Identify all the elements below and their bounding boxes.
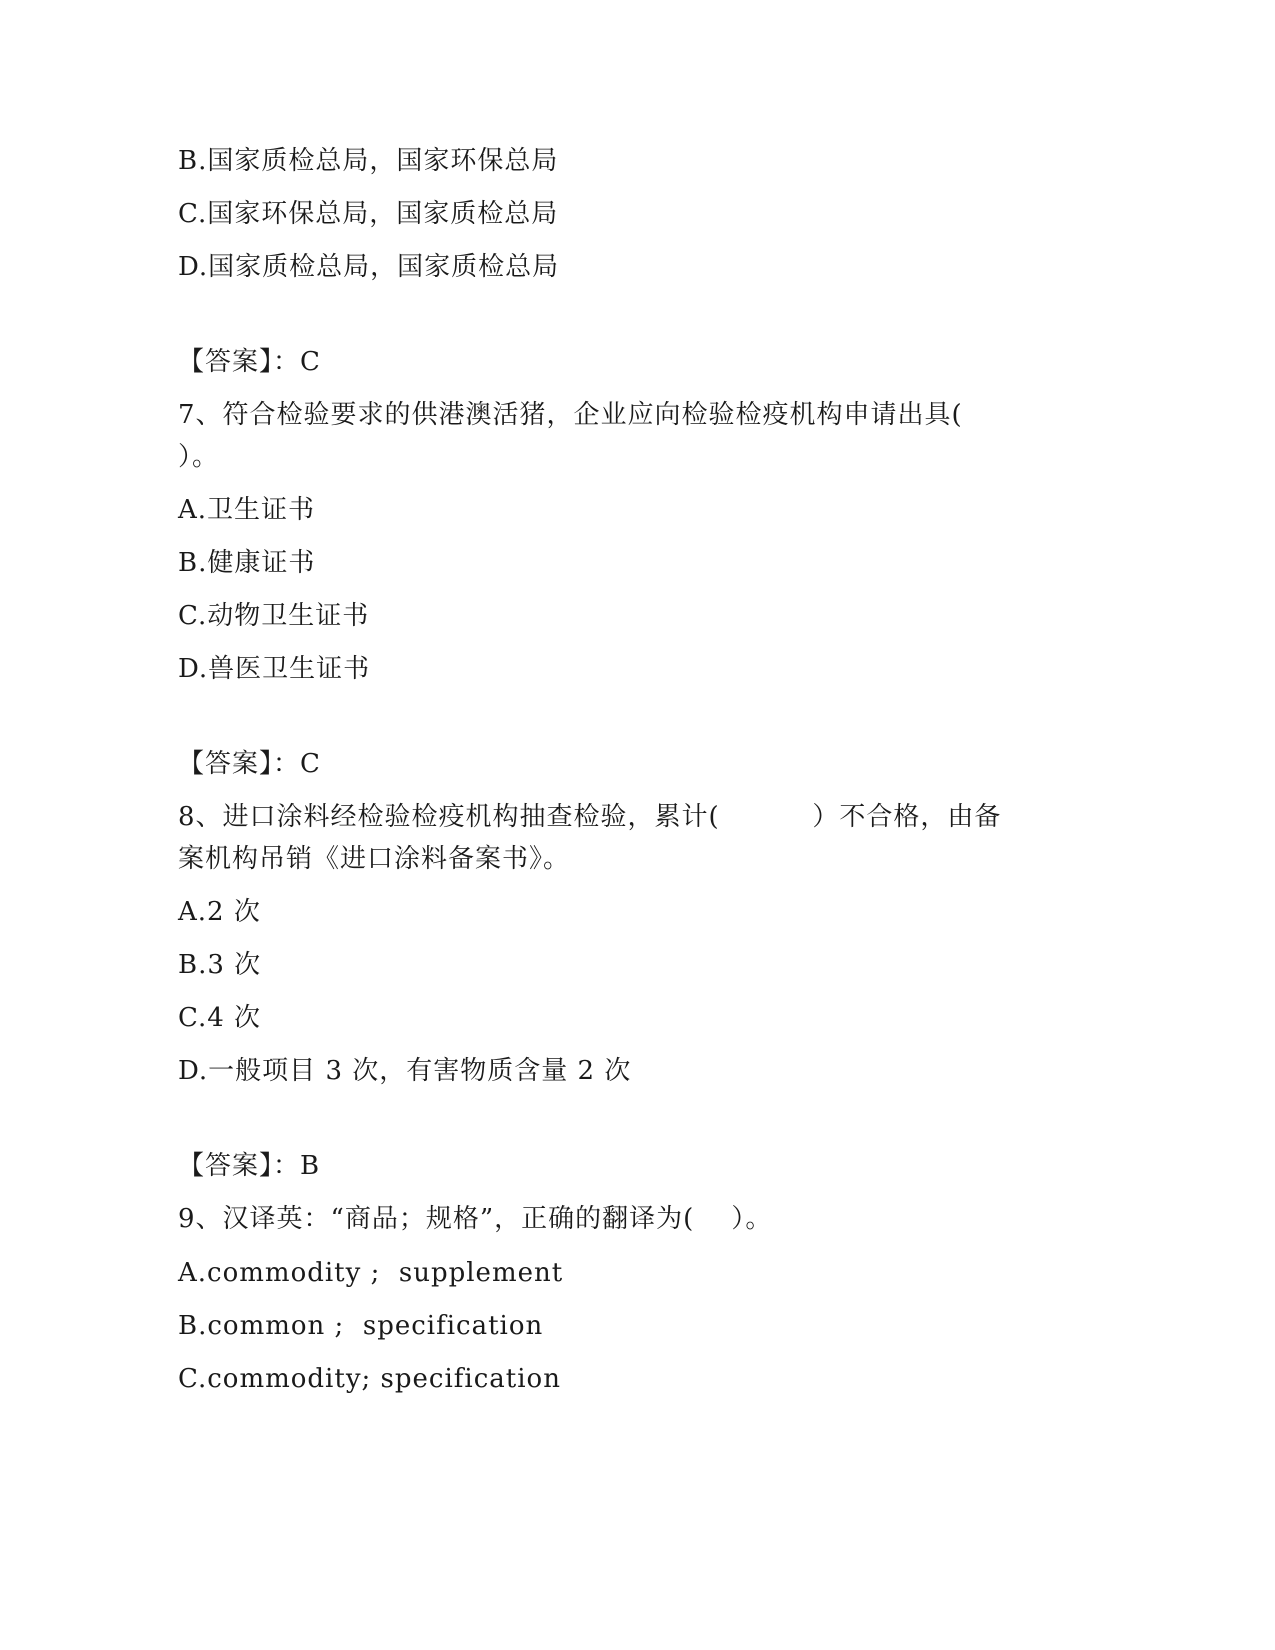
- q6-option-d: D.国家质检总局，国家质检总局: [178, 252, 560, 282]
- q8-option-b: B.3 次: [178, 950, 262, 980]
- q7-answer: 【答案】：C: [178, 749, 321, 779]
- q6-option-b: B.国家质检总局，国家环保总局: [178, 146, 559, 176]
- q7-option-a: A.卫生证书: [178, 495, 316, 525]
- q8-option-d: D.一般项目 3 次，有害物质含量 2 次: [178, 1056, 632, 1086]
- q7-stem-line1: 7、符合检验要求的供港澳活猪，企业应向检验检疫机构申请出具(: [178, 400, 963, 430]
- q9-option-b: B.common ; specification: [178, 1311, 544, 1341]
- q8-stem-line2: 案机构吊销《进口涂料备案书》。: [178, 844, 571, 874]
- q7-option-c: C.动物卫生证书: [178, 601, 370, 631]
- q6-answer: 【答案】：C: [178, 347, 321, 377]
- q8-answer: 【答案】：B: [178, 1151, 321, 1181]
- q9-stem-line1: 9、汉译英：“商品；规格”，正确的翻译为( ）。: [178, 1204, 773, 1234]
- q8-option-a: A.2 次: [178, 897, 261, 927]
- q9-option-c: C.commodity; specification: [178, 1364, 561, 1394]
- q8-stem-line1: 8、进口涂料经检验检疫机构抽查检验，累计( ）不合格，由备: [178, 802, 1002, 832]
- q8-option-c: C.4 次: [178, 1003, 262, 1033]
- q6-option-c: C.国家环保总局，国家质检总局: [178, 199, 559, 229]
- q7-stem-line2: ）。: [178, 442, 220, 472]
- q9-option-a: A.commodity ; supplement: [178, 1258, 564, 1288]
- q7-option-d: D.兽医卫生证书: [178, 654, 371, 684]
- q7-option-b: B.健康证书: [178, 548, 316, 578]
